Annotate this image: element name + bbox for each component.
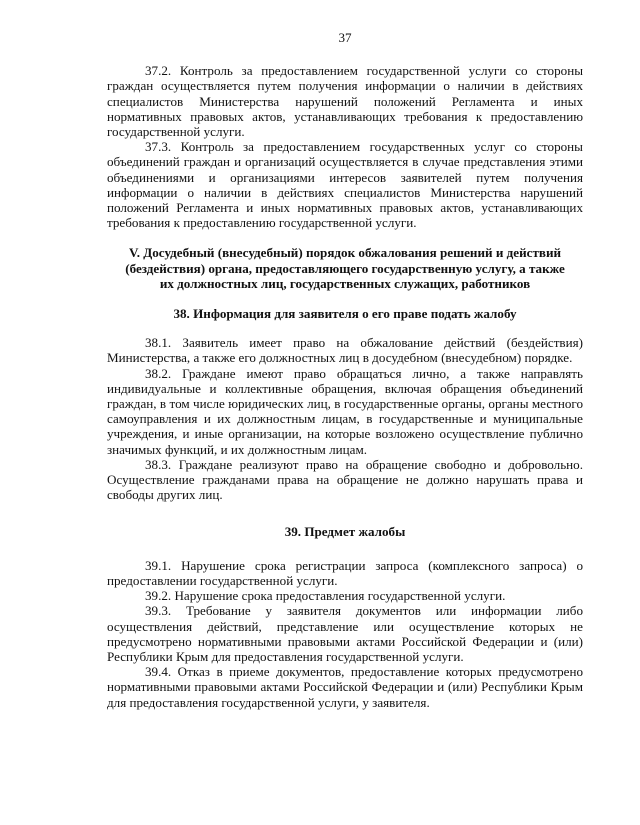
paragraph-38-3: 38.3. Граждане реализуют право на обращение свободно и добровольно. Осуществление гражданами права на обращение не должно нарушать права и свободы других лиц. [107, 456, 583, 503]
subsection-heading-39: 39. Предмет жалобы [284, 524, 406, 540]
subsection-heading-38: 38. Информация для заявителя о его праве подать жалобу [173, 306, 517, 322]
paragraph-39-2: 39.2. Нарушение срока предоставления государственной услуги. [145, 588, 506, 604]
paragraph-37-2: 37.2. Контроль за предоставлением государственной услуги со стороны граждан осуществляется путем получения информации о наличии в действиях специалистов Министерства нарушений положений Регламента и иных нормативных правовых актов, устанавливающих требования к предоставлению государственной услуги. [107, 63, 583, 140]
paragraph-39-1: 39.1. Нарушение срока регистрации запроса (комплексного запроса) о предоставлении государственной услуги. [107, 557, 583, 588]
paragraph-38-2: 38.2. Граждане имеют право обращаться лично, а также направлять индивидуальные и коллективные обращения, включая обращения объединений граждан, в том числе юридических лиц, в государственные органы, органы местного самоуправления и их должностным лицам, в государственные и муниципальные учреждения, и иные организации, на которые возложено осуществление публично значимых функций, и их должностным лицам. [107, 365, 583, 457]
paragraph-37-3: 37.3. Контроль за предоставлением государственных услуг со стороны объединений граждан и организаций осуществляется в случае представления этими объединениями и организациями интересов заявителей путем получения информации о наличии в действиях специалистов Министерства нарушений положений Регламента и иных нормативных правовых актов, устанавливающих требования к предоставлению государственной услуги. [107, 139, 583, 231]
section-heading-v: V. Досудебный (внесудебный) порядок обжалования решений и действий (бездействия) органа, предоставляющего государственную услугу, а также их должностных лиц, государственных служащих, работников [125, 245, 565, 291]
paragraph-38-1: 38.1. Заявитель имеет право на обжалование действий (бездействия) Министерства, а также его должностных лиц в досудебном (внесудебном) порядке. [107, 335, 583, 366]
document-page [107, 30, 583, 710]
paragraph-39-3: 39.3. Требование у заявителя документов или информации либо осуществления действий, представление или осуществление которых не предусмотрено нормативными правовыми актами Российской Федерации и (или) Республики Крым для предоставления государственной услуги. [107, 603, 583, 664]
paragraph-39-4: 39.4. Отказ в приеме документов, предоставление которых предусмотрено нормативными правовыми актами Российской Федерации и (или) Республики Крым для предоставления государственной услуги, у заявителя. [107, 664, 583, 710]
page-number: 37 [338, 30, 352, 45]
